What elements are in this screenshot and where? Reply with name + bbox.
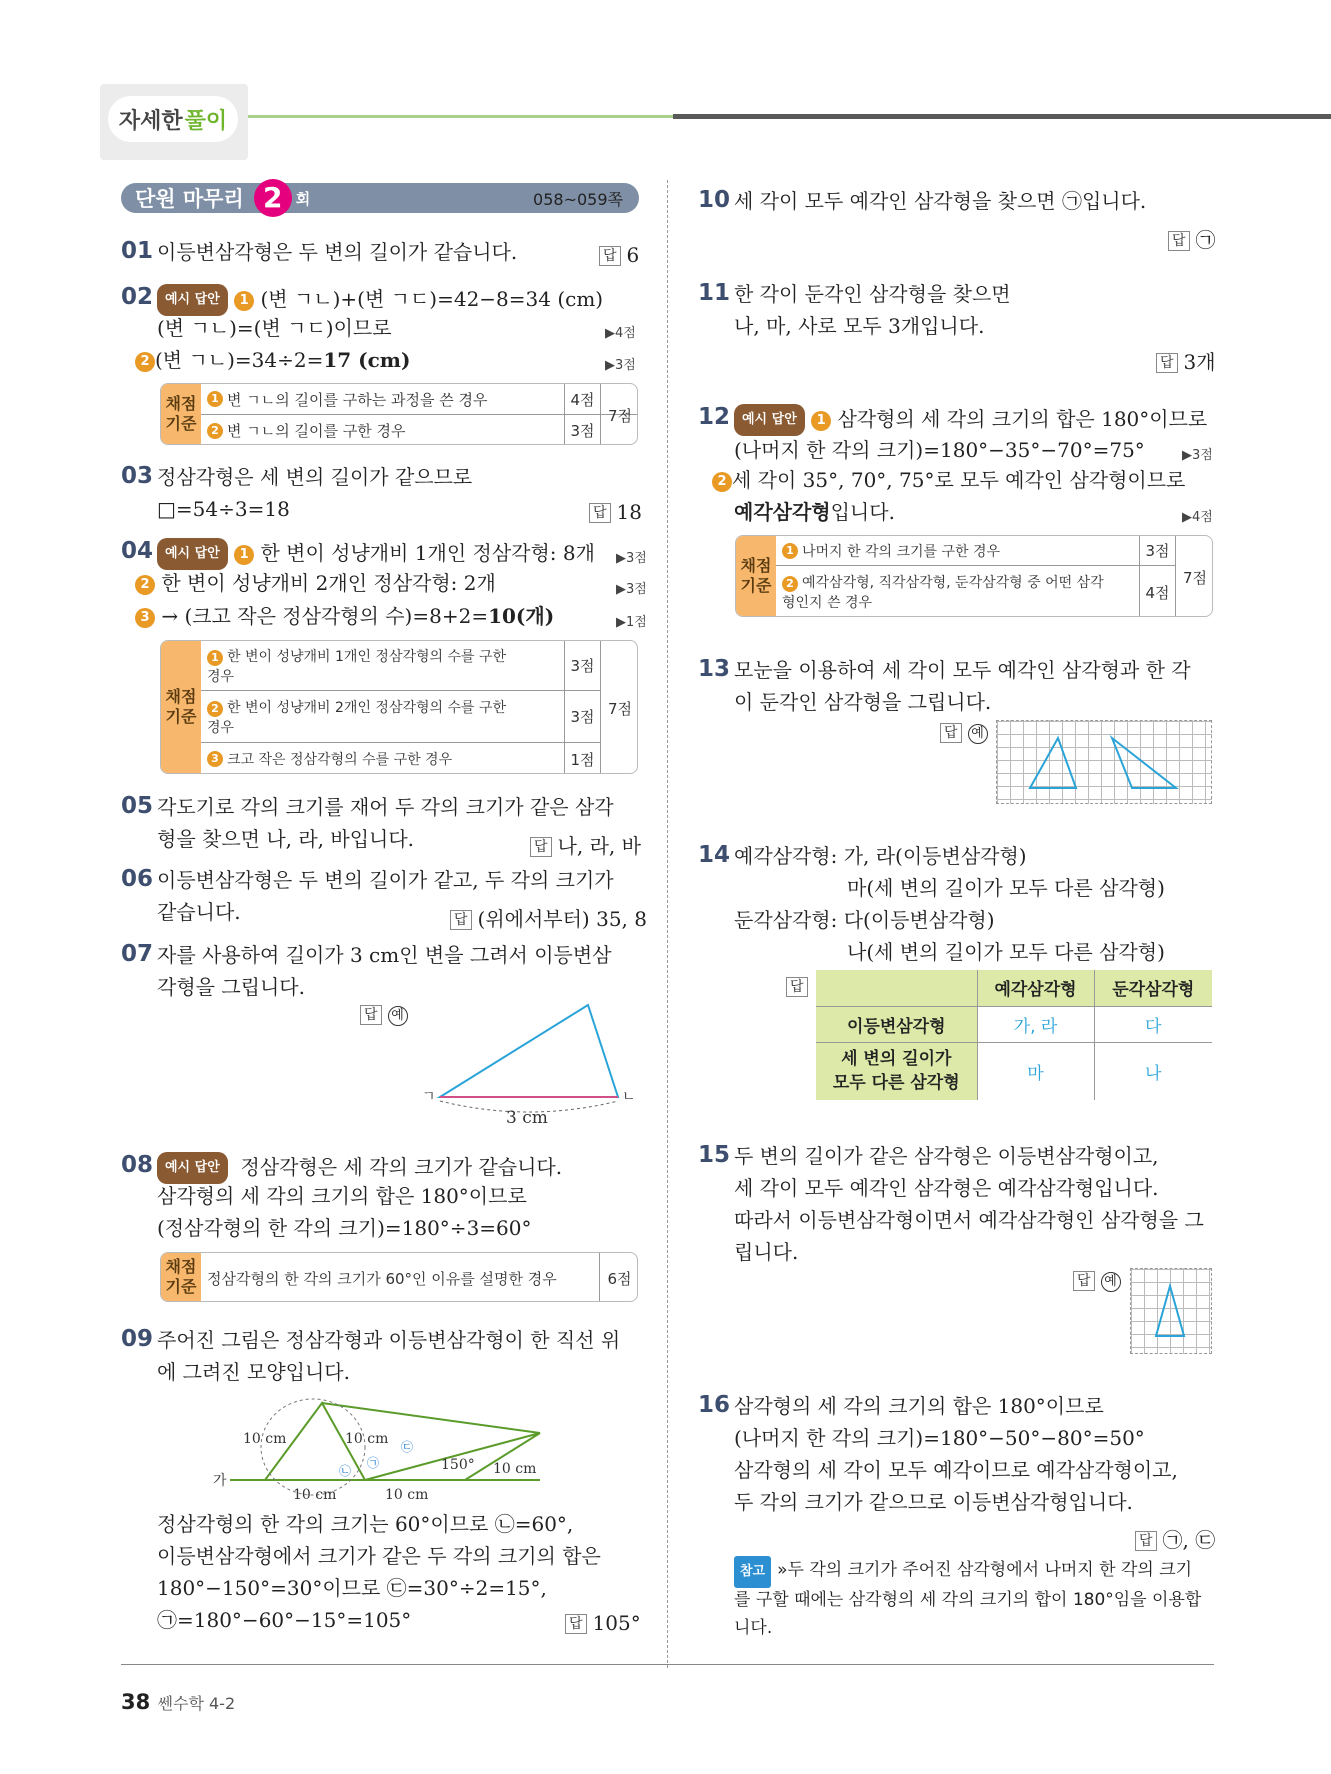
q16-note-line2: 를 구할 때에는 삼각형의 세 각의 크기의 합이 180°임을 이용합 xyxy=(734,1590,1202,1610)
q14-header-acute: 예각삼각형 xyxy=(977,970,1094,1006)
q06-line1: 이등변삼각형은 두 변의 길이가 같고, 두 각의 크기가 xyxy=(157,868,614,892)
q04-line3: 3 → (크고 작은 정삼각형의 수)=8+2=10(개) xyxy=(135,602,554,630)
q14-answer-tag: 답 xyxy=(786,974,814,998)
q04-number: 04 xyxy=(121,538,154,564)
page-number: 38 쎈수학 4-2 xyxy=(121,1690,236,1714)
footer-line xyxy=(121,1664,1214,1665)
q14-cell-12: 다 xyxy=(1094,1006,1212,1042)
q07-line2: 각형을 그립니다. xyxy=(157,975,305,999)
header-line-green xyxy=(248,115,673,118)
q05-line2: 형을 찾으면 나, 라, 바입니다. xyxy=(157,827,415,851)
q05-number: 05 xyxy=(121,793,154,819)
q09-line6: ㉠=180°−60°−15°=105° xyxy=(157,1608,412,1632)
q12-point4: ▶4점 xyxy=(1182,510,1213,525)
q07-vertex-b: ㄴ xyxy=(622,1089,636,1105)
q14-line2: 마(세 변의 길이가 모두 다른 삼각형) xyxy=(847,876,1165,900)
q15-triangle-figure xyxy=(1130,1268,1212,1354)
q13-answer: 답 예 xyxy=(940,720,988,744)
q02-rubric: 채점 기준 1 변 ㄱㄴ의 길이를 구하는 과정을 쓴 경우 2 변 ㄱㄴ의 길이를 구한 경우 4점 3점 7점 xyxy=(160,383,638,445)
q04-point1: ▶3점 xyxy=(616,551,647,566)
q06-number: 06 xyxy=(121,866,154,892)
q09-line-label: 가 xyxy=(213,1473,227,1489)
q10-line1: 세 각이 모두 예각인 삼각형을 찾으면 ㉠입니다. xyxy=(734,189,1147,213)
q15-triangle xyxy=(1156,1286,1184,1336)
q10-number: 10 xyxy=(698,187,731,213)
q03-number: 03 xyxy=(121,463,154,489)
q05-answer: 답 나, 라, 바 xyxy=(530,830,641,859)
q14-header-obtuse: 둔각삼각형 xyxy=(1094,970,1212,1006)
q09-angle-label: 150° xyxy=(441,1457,475,1473)
q09-angle-1: ㉠ xyxy=(367,1456,380,1470)
q11-line1: 한 각이 둔각인 삼각형을 찾으면 xyxy=(734,282,1011,306)
q13-line1: 모눈을 이용하여 세 각이 모두 예각인 삼각형과 한 각 xyxy=(734,658,1191,682)
q09-line5: 180°−150°=30°이므로 ㉢=30°÷2=15°, xyxy=(157,1576,547,1600)
column-divider xyxy=(667,180,668,1668)
q16-line2: (나머지 한 각의 크기)=180°−50°−80°=50° xyxy=(734,1426,1145,1450)
q05-line1: 각도기로 각의 크기를 재어 두 각의 크기가 같은 삼각 xyxy=(157,795,614,819)
q16-note-line3: 니다. xyxy=(734,1618,773,1638)
q07-number: 07 xyxy=(121,941,154,967)
q12-number: 12 xyxy=(698,404,731,430)
q11-answer: 답 3개 xyxy=(1156,346,1216,375)
q15-line4: 립니다. xyxy=(734,1240,799,1264)
q13-number: 13 xyxy=(698,656,731,682)
q01-answer: 답 6 xyxy=(599,243,639,267)
header-line-dark xyxy=(673,114,1331,119)
q09-line1: 주어진 그림은 정삼각형과 이등변삼각형이 한 직선 위 xyxy=(157,1328,621,1352)
q11-line2: 나, 마, 사로 모두 3개입니다. xyxy=(734,314,985,338)
q12-line2: (나머지 한 각의 크기)=180°−35°−70°=75° xyxy=(734,438,1145,462)
q04-point3: ▶1점 xyxy=(616,615,647,630)
q12-line3: 2 세 각이 35°, 70°, 75°로 모두 예각인 삼각형이므로 xyxy=(712,466,1185,494)
q12-rubric: 채점 기준 1 나머지 한 각의 크기를 구한 경우 2 예각삼각형, 직각삼각형, 둔각삼각형 중 어떤 삼각 형인지 쓴 경우 3점 4점 7점 xyxy=(735,535,1213,617)
q14-line1: 예각삼각형: 가, 라(이등변삼각형) xyxy=(734,844,1027,868)
q09-answer: 답 105° xyxy=(565,1611,641,1635)
q12-line4: 예각삼각형입니다. xyxy=(734,500,895,524)
q13-line2: 이 둔각인 삼각형을 그립니다. xyxy=(734,690,992,714)
unit-title-bar: 단원 마무리 2 회 058~059쪽 xyxy=(121,183,639,213)
q08-rubric: 채점 기준 정삼각형의 한 각의 크기가 60°인 이유를 설명한 경우 6점 xyxy=(160,1252,638,1302)
q16-note-line1: 참고 »두 각의 크기가 주어진 삼각형에서 나머지 한 각의 크기 xyxy=(734,1556,1192,1588)
q15-answer: 답 예 xyxy=(1073,1268,1121,1292)
q08-number: 08 xyxy=(121,1152,154,1178)
q03-line2: □=54÷3=18 xyxy=(157,497,290,521)
q13-triangles xyxy=(996,720,1212,804)
q07-figure xyxy=(410,995,640,1130)
q01-number: 01 xyxy=(121,238,154,264)
q09-label-d: 10 cm xyxy=(385,1487,429,1503)
q09-label-b: 10 cm xyxy=(345,1431,389,1447)
q02-point2: ▶4점 xyxy=(605,326,636,341)
q09-label-a: 10 cm xyxy=(243,1431,287,1447)
q09-number: 09 xyxy=(121,1326,154,1352)
q04-rubric: 채점 기준 1 한 변이 성냥개비 1개인 정삼각형의 수를 구한 경우 2 한 변이 성냥개비 2개인 정삼각형의 수를 구한 경우 3 크고 작은 정삼각형의 수를 구한 경우 3점 3점 1점 7점 xyxy=(160,640,638,774)
q09-label-e: 10 cm xyxy=(493,1461,537,1477)
q16-line3: 삼각형의 세 각이 모두 예각이므로 예각삼각형이고, xyxy=(734,1458,1178,1482)
q14-row-scalene: 세 변의 길이가 모두 다른 삼각형 xyxy=(816,1042,977,1100)
q09-line3: 정삼각형의 한 각의 크기는 60°이므로 ㉡=60°, xyxy=(157,1512,574,1536)
q07-vertex-a: ㄱ xyxy=(422,1089,436,1105)
q09-line4: 이등변삼각형에서 크기가 같은 두 각의 크기의 합은 xyxy=(157,1544,601,1568)
q02-line1: 예시 답안 1 (변 ㄱㄴ)+(변 ㄱㄷ)=42−8=34 (cm) xyxy=(157,284,603,316)
q13-obtuse-triangle xyxy=(1112,738,1176,788)
q08-line2: 삼각형의 세 각의 크기의 합은 180°이므로 xyxy=(157,1184,527,1208)
q13-acute-triangle xyxy=(1030,738,1076,788)
q02-number: 02 xyxy=(121,284,154,310)
q16-line4: 두 각의 크기가 같으므로 이등변삼각형입니다. xyxy=(734,1490,1133,1514)
q06-answer: 답 (위에서부터) 35, 8 xyxy=(450,903,647,932)
q16-line1: 삼각형의 세 각의 크기의 합은 180°이므로 xyxy=(734,1394,1104,1418)
q15-line2: 세 각이 모두 예각인 삼각형은 예각삼각형입니다. xyxy=(734,1176,1159,1200)
q15-line1: 두 변의 길이가 같은 삼각형은 이등변삼각형이고, xyxy=(734,1144,1159,1168)
q14-line3: 둔각삼각형: 다(이등변삼각형) xyxy=(734,908,995,932)
q02-line3: 2 (변 ㄱㄴ)=34÷2=17 (cm) xyxy=(135,346,410,374)
q12-line1: 예시 답안 1 삼각형의 세 각의 크기의 합은 180°이므로 xyxy=(734,404,1207,436)
q04-line1: 예시 답안 1 한 변이 성냥개비 1개인 정삼각형: 8개 xyxy=(157,538,595,570)
q15-line3: 따라서 이등변삼각형이면서 예각삼각형인 삼각형을 그 xyxy=(734,1208,1204,1232)
q01-text: 이등변삼각형은 두 변의 길이가 같습니다. xyxy=(157,240,518,264)
q04-line2: 2 한 변이 성냥개비 2개인 정삼각형: 2개 xyxy=(135,569,496,597)
q07-line1: 자를 사용하여 길이가 3 cm인 변을 그려서 이등변삼 xyxy=(157,943,612,967)
q14-number: 14 xyxy=(698,842,731,868)
q14-cell-22: 나 xyxy=(1094,1042,1212,1100)
q06-line2: 같습니다. xyxy=(157,900,241,924)
q12-point2: ▶3점 xyxy=(1182,448,1213,463)
q14-row-isosceles: 이등변삼각형 xyxy=(816,1006,977,1042)
q08-line1: 예시 답안 정삼각형은 세 각의 크기가 같습니다. xyxy=(157,1152,562,1184)
q09-line2: 에 그려진 모양입니다. xyxy=(157,1360,350,1384)
q02-point3: ▶3점 xyxy=(605,358,636,373)
q14-cell-21: 마 xyxy=(977,1042,1094,1100)
q14-line4: 나(세 변의 길이가 모두 다른 삼각형) xyxy=(847,940,1165,964)
q04-point2: ▶3점 xyxy=(616,582,647,597)
q02-line2: (변 ㄱㄴ)=(변 ㄱㄷ)이므로 xyxy=(157,316,392,340)
q16-answer: 답 ㉠, ㉢ xyxy=(1135,1524,1215,1553)
logo: 자세한 풀이 xyxy=(108,96,238,142)
q16-number: 16 xyxy=(698,1392,731,1418)
q09-angle-2: ㉡ xyxy=(339,1464,352,1478)
q07-triangle xyxy=(440,1005,618,1097)
q03-line1: 정삼각형은 세 변의 길이가 같으므로 xyxy=(157,465,473,489)
q09-figure xyxy=(205,1395,565,1505)
q14-cell-11: 가, 라 xyxy=(977,1006,1094,1042)
q08-line3: (정삼각형의 한 각의 크기)=180°÷3=60° xyxy=(157,1216,532,1240)
q03-answer: 답 18 xyxy=(589,500,642,524)
q14-table xyxy=(816,970,1212,1100)
q09-label-c: 10 cm xyxy=(293,1487,337,1503)
q07-length-label: 3 cm xyxy=(506,1108,548,1128)
q10-answer: 답 ㉠ xyxy=(1168,224,1216,253)
q11-number: 11 xyxy=(698,280,731,306)
q07-answer: 답 예 xyxy=(360,1002,408,1026)
q09-angle-3: ㉢ xyxy=(401,1440,414,1454)
q15-number: 15 xyxy=(698,1142,731,1168)
